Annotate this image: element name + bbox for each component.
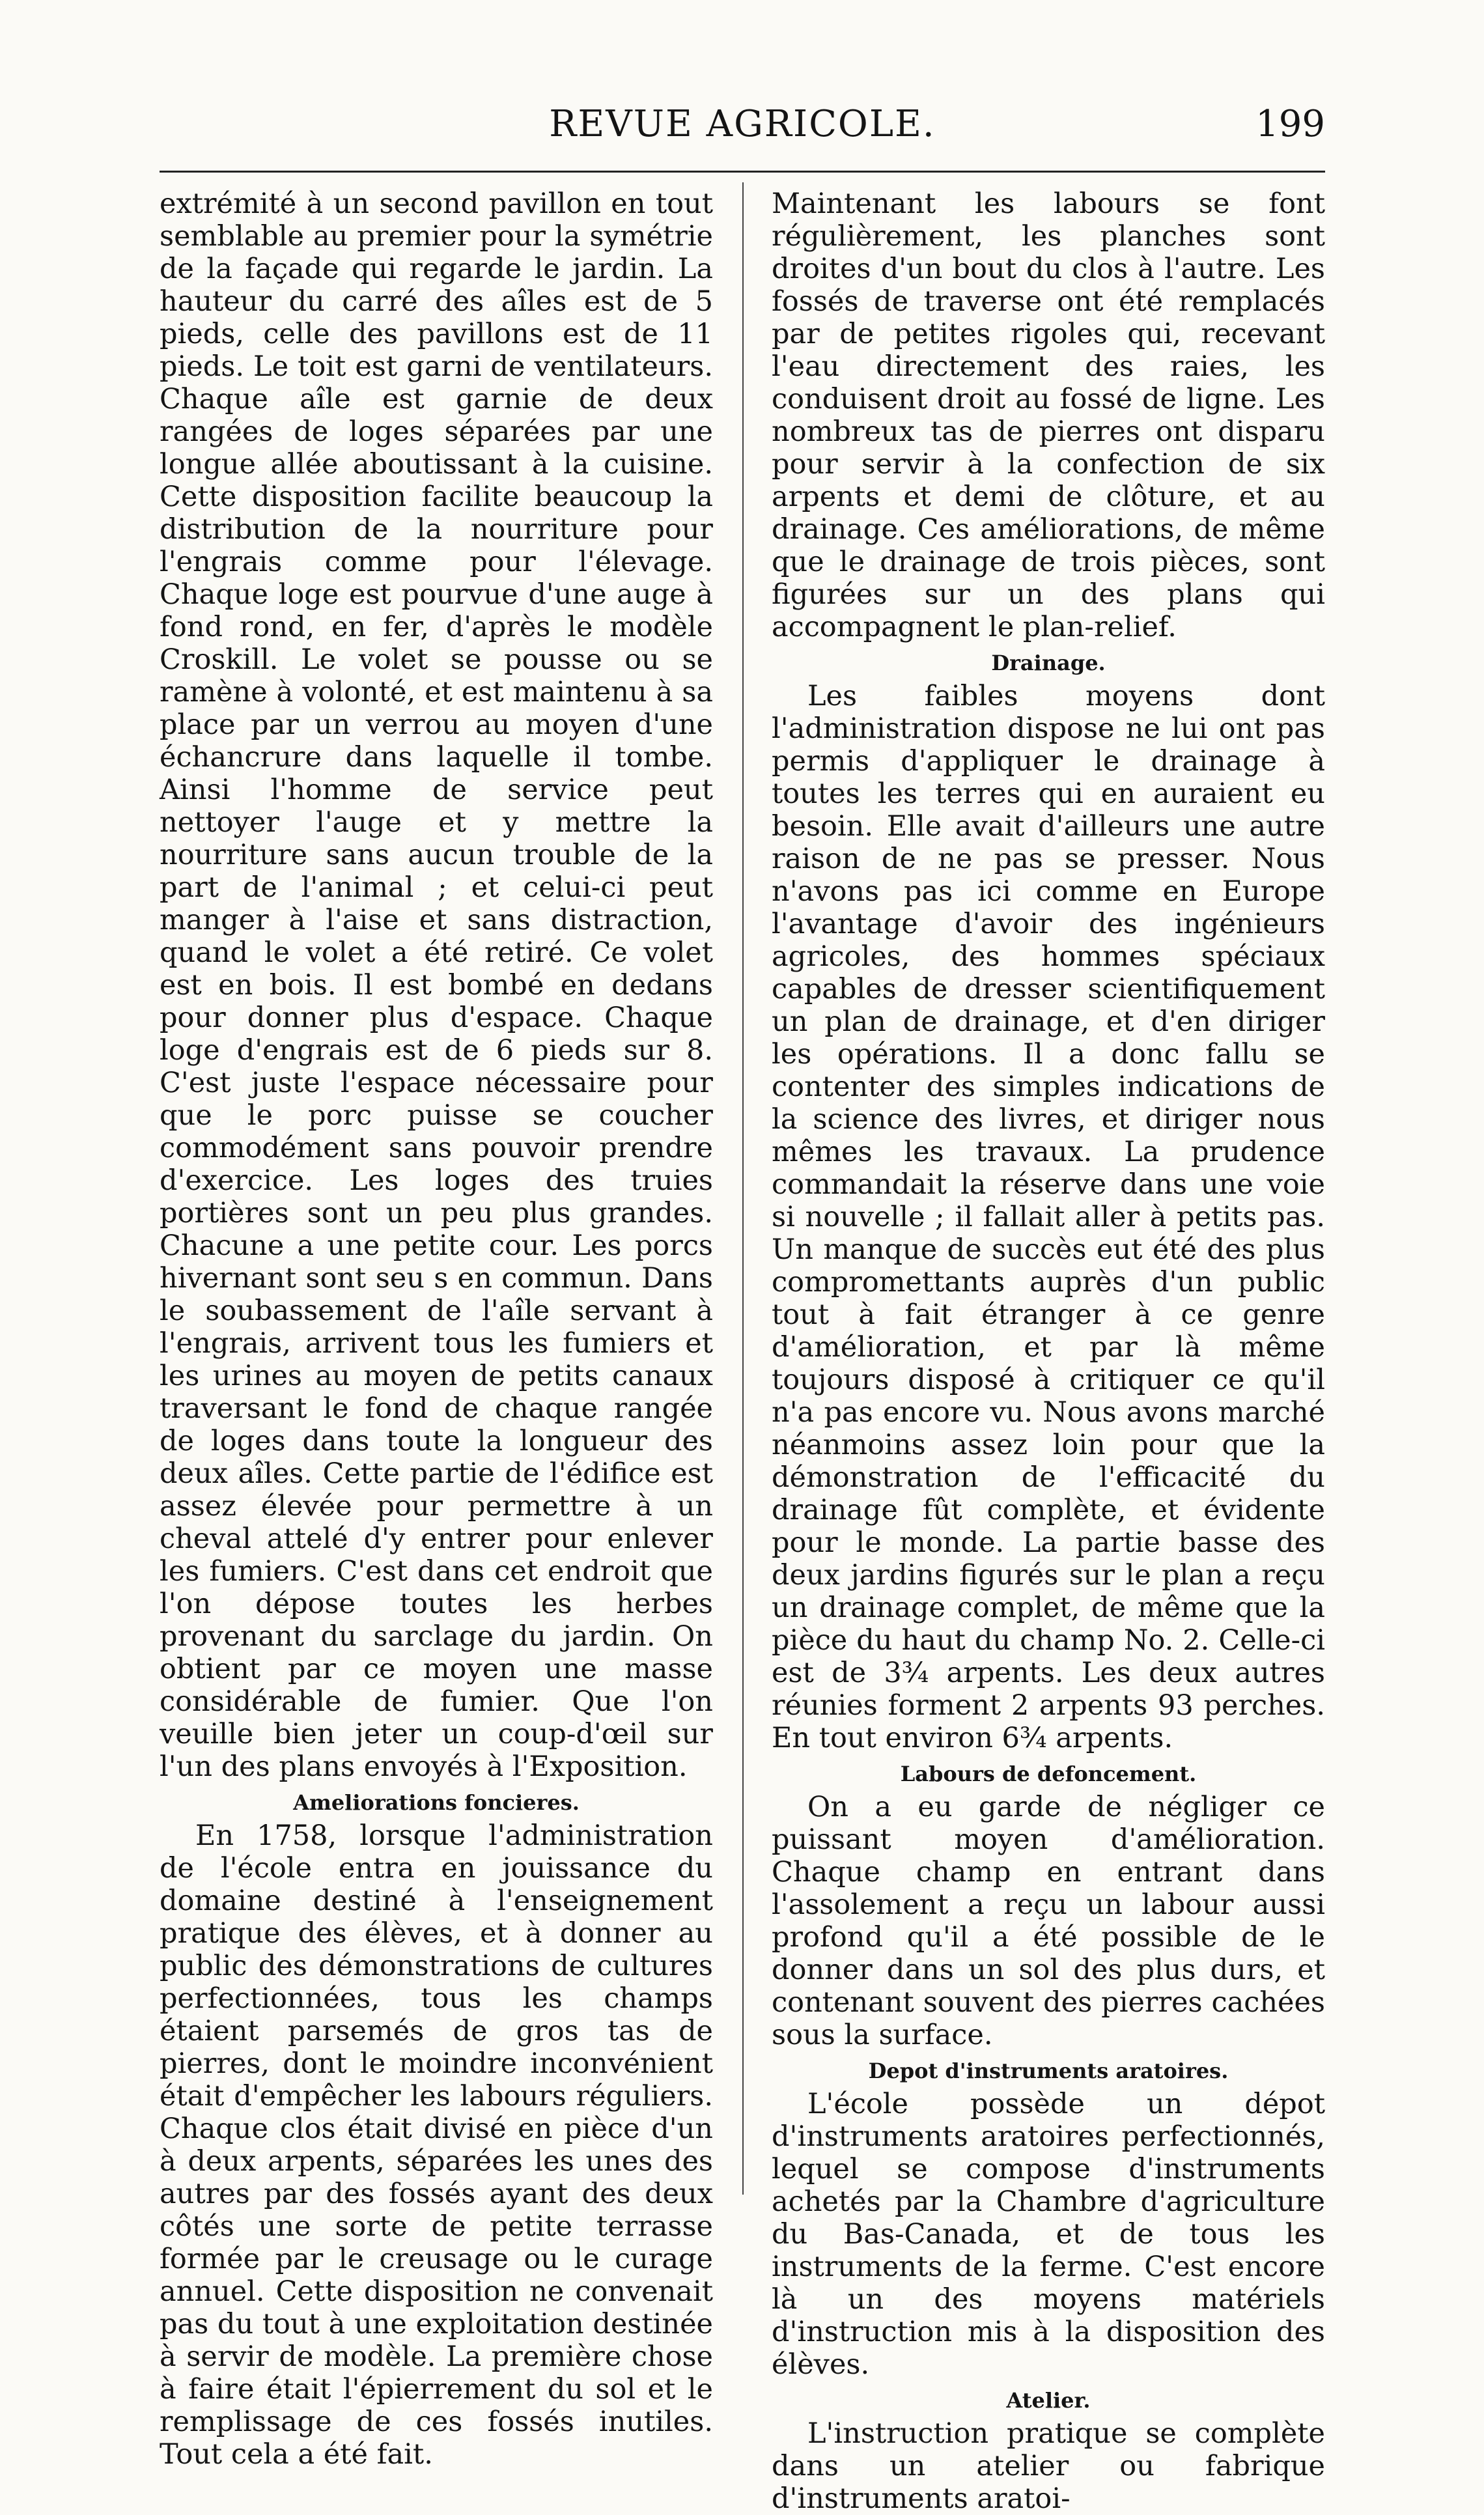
paragraph: On a eu garde de négliger ce puissant moyen d'amélioration. Chaque champ en entrant dans l'assolement a reçu un labour aussi profond qu'il a été possible de le donner dans un sol des plus durs, et contenant souvent des pierres cachées sous la surface. xyxy=(772,1791,1325,2051)
paragraph: L'instruction pratique se complète dans un atelier ou fabrique d'instruments aratoi- xyxy=(772,2417,1325,2515)
section-heading: Drainage. xyxy=(991,651,1106,675)
page-number: 199 xyxy=(1255,103,1325,145)
running-title: REVUE AGRICOLE. xyxy=(549,103,936,145)
paragraph: extrémité à un second pavillon en tout semblable au premier pour la symétrie de la façade qui regarde le jardin. La hauteur du carré des aîles est de 5 pieds, celle des pavillons est de 11 pieds. Le toit est garni de ventilateurs. Chaque aîle est garnie de deux rangées de loges séparées par une longue allée aboutissant à la cuisine. Cette disposition facilite beaucoup la distribution de la nourriture pour l'engrais comme pour l'élevage. Chaque loge est pourvue d'une auge à fond rond, en fer, d'après le modèle Croskill. Le volet se pousse ou se ramène à volonté, et est maintenu à sa place par un verrou au moyen d'une échancrure dans laquelle il tombe. Ainsi l'homme de service peut nettoyer l'auge et y mettre la nourriture sans aucun trouble de la part de l'animal ; et celui-ci peut manger à l'aise et sans distraction, quand le volet a été retiré. Ce volet est en bois. Il est bombé en dedans pour donner plus d'espace. Chaque loge d'engrais est de 6 pieds sur 8. C'est juste l'espace nécessaire pour que le porc puisse se coucher commodément sans pouvoir prendre d'exercice. Les loges des truies portières sont un peu plus grandes. Chacune a une petite cour. Les porcs hivernant sont seu s en commun. Dans le soubassement de l'aîle servant à l'engrais, arrivent tous les fumiers et les urines au moyen de petits canaux traversant le fond de chaque rangée de loges dans toute la longueur des deux aîles. Cette partie de l'édifice est assez élevée pour permettre à un cheval attelé d'y entrer pour enlever les fumiers. C'est dans cet endroit que l'on dépose toutes les herbes provenant du sarclage du jardin. On obtient par ce moyen une masse considérable de fumier. Que l'on veuille bien jeter un coup-d'œil sur l'un des plans envoyés à l'Exposition. xyxy=(160,188,713,1783)
paragraph: L'école possède un dépot d'instruments aratoires perfectionnés, lequel se compose d'instruments achetés par la Chambre d'agriculture du Bas-Canada, et de tous les instruments de la ferme. C'est encore là un des moyens matériels d'instruction mis à la disposition des élèves. xyxy=(772,2088,1325,2381)
section-heading: Ameliorations foncieres. xyxy=(293,1790,580,1815)
paragraph: Maintenant les labours se font régulièrement, les planches sont droites d'un bout du clos à l'autre. Les fossés de traverse ont été remplacés par de petites rigoles qui, recevant l'eau directement des raies, les conduisent droit au fossé de ligne. Les nombreux tas de pierres ont disparu pour servir à la confection de six arpents et demi de clôture, et au drainage. Ces améliorations, de même que le drainage de trois pièces, sont figurées sur un des plans qui accompagnent le plan-relief. xyxy=(772,188,1325,643)
paragraph: Les faibles moyens dont l'administration dispose ne lui ont pas permis d'appliquer le drainage à toutes les terres qui en auraient eu besoin. Elle avait d'ailleurs une autre raison de ne pas se presser. Nous n'avons pas ici comme en Europe l'avantage d'avoir des ingénieurs agricoles, des hommes spéciaux capables de dresser scientifiquement un plan de drainage, et d'en diriger les opérations. Il a donc fallu se contenter des simples indications de la science des livres, et diriger nous mêmes les travaux. La prudence commandait la réserve dans une voie si nouvelle ; il fallait aller à petits pas. Un manque de succès eut été des plus compromettants auprès d'un public tout à fait étranger à ce genre d'amélioration, et par là même toujours disposé à critiquer ce qu'il n'a pas encore vu. Nous avons marché néanmoins assez loin pour que la démonstration de l'efficacité du drainage fût complète, et évidente pour le monde. La partie basse des deux jardins figurés sur le plan a reçu un drainage complet, de même que la pièce du haut du champ No. 2. Celle-ci est de 3¾ arpents. Les deux autres réunies forment 2 arpents 93 perches. En tout environ 6¾ arpents. xyxy=(772,680,1325,1754)
header-rule xyxy=(160,171,1325,173)
column-divider xyxy=(742,182,744,2195)
page-header xyxy=(160,98,1325,150)
section-heading: Depot d'instruments aratoires. xyxy=(868,2058,1229,2083)
section-heading: Labours de defoncement. xyxy=(900,1762,1197,1786)
section-heading: Atelier. xyxy=(1006,2388,1091,2413)
paragraph: En 1758, lorsque l'administration de l'école entra en jouissance du domaine destiné à l'enseignement pratique des élèves, et à donner au public des démonstrations de cultures perfectionnées, tous les champs étaient parsemés de gros tas de pierres, dont le moindre inconvénient était d'empêcher les labours réguliers. Chaque clos était divisé en pièce d'un à deux arpents, séparées les unes des autres par des fossés ayant des deux côtés une sorte de petite terrasse formée par le creusage ou le curage annuel. Cette disposition ne convenait pas du tout à une exploitation destinée à servir de modèle. La première chose à faire était l'épierrement du sol et le remplissage de ces fossés inutiles. Tout cela a été fait. xyxy=(160,1820,713,2471)
right-column xyxy=(772,188,1325,2515)
left-column xyxy=(160,188,713,2471)
